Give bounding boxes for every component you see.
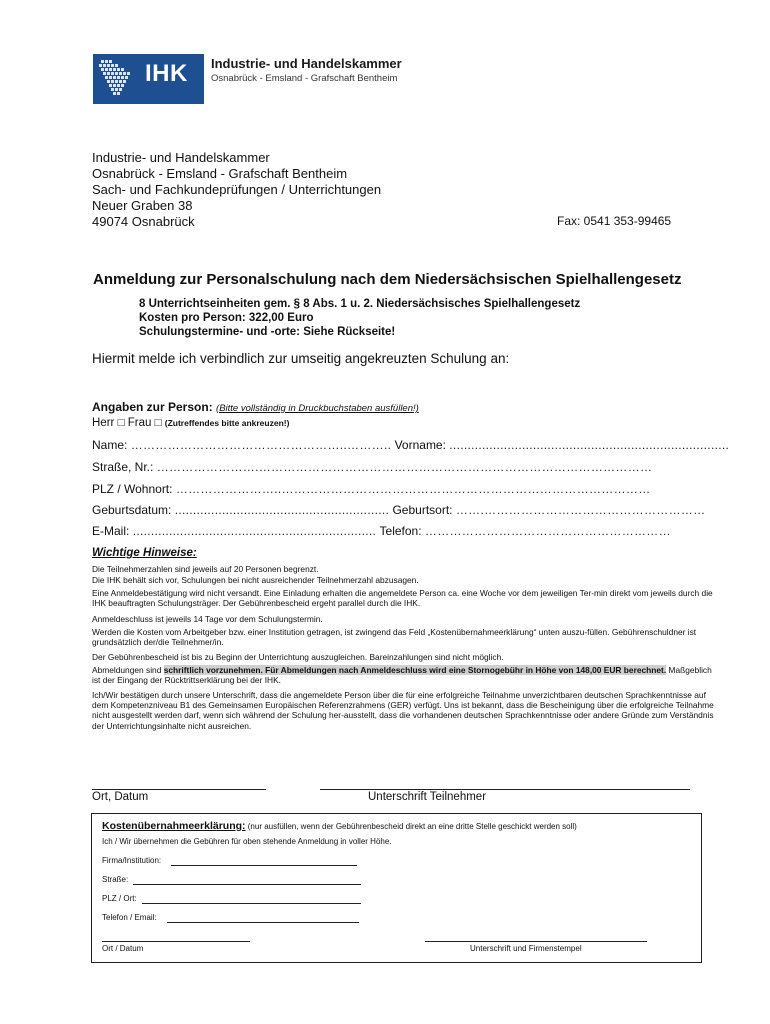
info-line-1: 8 Unterrichtseinheiten gem. § 8 Abs. 1 u. 2. Niedersächsisches Spielhallengesetz: [139, 298, 581, 310]
hint-7-highlight: schriftlich vorzunehmen. Für Abmeldungen nach Anmeldeschluss wird eine Stornogebühr in Höhe von 148,00 EUR berechnet.: [163, 665, 667, 675]
box-telefon-field[interactable]: [167, 922, 359, 923]
logo-name: Industrie- und Handelskammer: [211, 56, 402, 71]
geburtsort-field[interactable]: …….………………………………………………: [455, 503, 706, 517]
gender-selection: [92, 417, 289, 429]
address-line-5: 49074 Osnabrück: [92, 214, 195, 229]
hint-1: Die Teilnehmerzahlen sind jeweils auf 20 Personen begrenzt.: [92, 564, 319, 574]
box-telefon-label: Telefon / Email:: [102, 913, 157, 922]
telefon-label: Telefon:: [379, 524, 422, 538]
name-label: Name:: [92, 438, 128, 452]
box-plz-field[interactable]: [142, 903, 361, 904]
hint-6: Der Gebührenbescheid ist bis zu Beginn der Unterrichtung auszugleichen. Bareinzahlungen sind nicht möglich.: [92, 652, 504, 662]
hint-8: Ich/Wir bestätigen durch unsere Unterschrift, dass die angemeldete Person über die für eine erfolgreiche Teilnahme unverzichtbaren deutschen Sprachkenntnisse auf dem Kompetenzniveau B1 des Gemeinsamen Europäischen Referenzrahmens (GER) verfügt. Uns ist bekannt, dass die Bescheinigung über die erfolgreiche Teilnahme nicht ausgestellt werden darf, wenn sich während der Schulung her-ausstellt, dass die vorhandenen deutschen Sprachkenntnisse oder andere Gründe zum Verständnis der Unterrichtungsinhalte nicht ausreichen.: [92, 690, 714, 731]
vorname-field[interactable]: .............................................................................: [449, 438, 730, 452]
box-ort-datum-label: Ort / Datum: [102, 944, 144, 953]
signature-line-left[interactable]: [92, 789, 266, 790]
fax-number: Fax: 0541 353-99465: [557, 214, 672, 228]
strasse-label: Straße, Nr.:: [92, 460, 154, 474]
frau-label: Frau: [127, 417, 152, 429]
box-statement: Ich / Wir übernehmen die Gebühren für oben stehende Anmeldung in voller Höhe.: [102, 837, 392, 846]
strasse-row: [92, 460, 692, 476]
hint-7: [92, 665, 717, 685]
frau-checkbox[interactable]: □: [154, 417, 162, 429]
vorname-label: Vorname:: [394, 438, 446, 452]
logo-ihk-text: IHK: [145, 60, 188, 87]
plz-label: PLZ / Wohnort:: [92, 482, 173, 496]
herr-label: Herr: [92, 417, 115, 429]
geburt-row: [92, 503, 706, 519]
ihk-logo: [93, 54, 402, 106]
intro-text: Hiermit melde ich verbindlich zur umseitig angekreuzten Schulung an:: [92, 351, 510, 366]
box-heading: Kostenübernahmeerklärung:: [102, 820, 246, 832]
name-field[interactable]: ……………………………………………..………..: [130, 438, 392, 452]
hint-4: Anmeldeschluss ist jeweils 14 Tage vor dem Schulungstermin.: [92, 614, 323, 624]
firma-field[interactable]: [171, 865, 357, 866]
contact-row: [92, 524, 692, 540]
zutreffendes-note: (Zutreffendes bitte ankreuzen!): [164, 418, 290, 428]
info-line-3: Schulungstermine- und -orte: Siehe Rückseite!: [139, 326, 396, 338]
name-row: [92, 438, 730, 454]
box-plz-label: PLZ / Ort:: [102, 894, 137, 903]
person-heading-note: (Bitte vollständig in Druckbuchstaben ausfüllen!): [216, 403, 419, 414]
cost-assumption-box: [91, 813, 702, 963]
box-strasse-field[interactable]: [133, 884, 361, 885]
ort-datum-label: Ort, Datum: [92, 791, 149, 803]
hint-3: Eine Anmeldebestätigung wird nicht versandt. Eine Einladung erhalten die angemeldete Person ca. eine Woche vor dem jeweiligen Ter-min direkt vom jeweils durch die IHK beauftragten Schulungsträger. Der Gebührenbescheid ergeht parallel durch die IHK.: [92, 588, 713, 609]
box-firmenstempel-label: Unterschrift und Firmenstempel: [470, 944, 582, 953]
hint-7-start: Abmeldungen sind: [92, 665, 162, 675]
address-line-4: Neuer Graben 38: [92, 198, 193, 213]
address-line-3: Sach- und Fachkundeprüfungen / Unterrichtungen: [92, 182, 382, 197]
box-sig-line-right[interactable]: [425, 941, 647, 942]
logo-subtitle: Osnabrück - Emsland - Grafschaft Bentheim: [211, 73, 398, 84]
plz-row: [92, 482, 692, 498]
logo-block: [93, 54, 204, 104]
strasse-field[interactable]: …………………….……………………………………………………………………………………: [156, 460, 653, 474]
firma-label: Firma/Institution:: [102, 856, 162, 865]
box-sig-line-left[interactable]: [102, 941, 250, 942]
geburtsort-label: Geburtsort:: [392, 503, 453, 517]
address-line-1: Industrie- und Handelskammer: [92, 150, 270, 165]
email-label: E-Mail:: [92, 524, 130, 538]
box-strasse-label: Straße:: [102, 875, 129, 884]
telefon-field[interactable]: ……………………………………………………: [424, 524, 671, 538]
hints-heading: Wichtige Hinweise:: [92, 547, 197, 559]
email-field[interactable]: ...................................................................: [132, 524, 377, 538]
geburtsdatum-field[interactable]: ...........................................................: [174, 503, 390, 517]
hint-5: Werden die Kosten vom Arbeitgeber bzw. einer Institution getragen, ist zwingend das Feld „Kostenübernahmeerklärung“ unten auszu-füllen. Gebührenschuldner ist grundsätzlich der/die Teilnehmer/in.: [92, 627, 697, 648]
signature-line-right[interactable]: [320, 789, 690, 790]
person-heading: [92, 400, 419, 414]
person-heading-label: Angaben zur Person:: [92, 400, 213, 414]
hint-2: Die IHK behält sich vor, Schulungen bei nicht ausreichender Teilnehmerzahl abzusagen.: [92, 575, 419, 585]
teilnehmer-signature-label: Unterschrift Teilnehmer: [368, 791, 487, 803]
geburtsdatum-label: Geburtsdatum:: [92, 503, 172, 517]
document-title: Anmeldung zur Personalschulung nach dem Niedersächsischen Spielhallengesetz: [93, 271, 682, 288]
hint-7-end: Maßgeblich ist der Eingang der Rücktrittserklärung bei der IHK.: [92, 665, 712, 686]
box-heading-row: [102, 820, 577, 832]
region-map-icon: [97, 58, 139, 100]
herr-checkbox[interactable]: □: [117, 417, 125, 429]
plz-field[interactable]: ……………………..………………………………………………………………………………: [175, 482, 651, 496]
info-line-2: Kosten pro Person: 322,00 Euro: [139, 312, 314, 324]
box-heading-note: (nur ausfüllen, wenn der Gebührenbescheid direkt an eine dritte Stelle geschickt werden soll): [247, 822, 577, 831]
address-line-2: Osnabrück - Emsland - Grafschaft Bentheim: [92, 166, 348, 181]
